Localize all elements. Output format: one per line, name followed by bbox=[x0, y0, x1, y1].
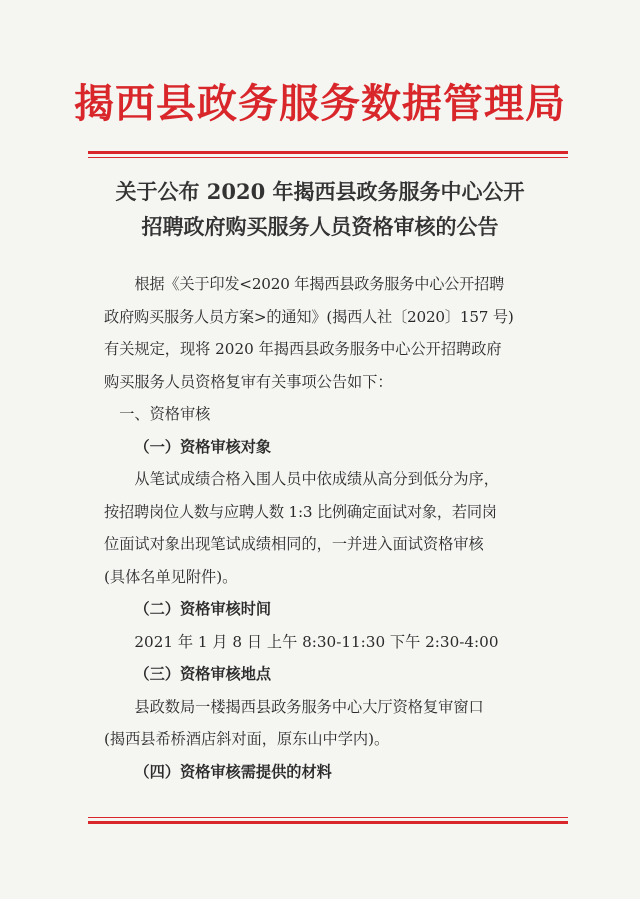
subsection-heading-review-time: （二）资格审核时间 bbox=[134, 600, 272, 618]
intro-line: 有关规定，现将 2020 年揭西县政务服务中心公开招聘政府 bbox=[104, 340, 502, 358]
review-time-text: 2021 年 1 月 8 日 上午 8:30-11:30 下午 2:30-4:00 bbox=[134, 632, 499, 651]
subsection-heading-review-location: （三）资格审核地点 bbox=[134, 665, 272, 683]
intro-line: 政府购买服务人员方案>的通知》(揭西人社〔2020〕157 号) bbox=[104, 307, 514, 326]
notice-title-line2: 招聘政府购买服务人员资格审核的公告 bbox=[141, 214, 499, 239]
notice-body bbox=[104, 268, 564, 788]
section-heading-qualification-review: 一、资格审核 bbox=[119, 405, 211, 423]
footer-rule-thin bbox=[88, 817, 568, 818]
letterhead-rule-thick bbox=[88, 151, 568, 154]
paragraph-line: 位面试对象出现笔试成绩相同的，一并进入面试资格审核 bbox=[104, 535, 484, 553]
notice-title-line1: 关于公布 2020 年揭西县政务服务中心公开 bbox=[115, 179, 525, 204]
paragraph-line: 从笔试成绩合格入围人员中依成绩从高分到低分为序， bbox=[134, 470, 499, 488]
paragraph-line: (揭西县希桥酒店斜对面，原东山中学内)。 bbox=[104, 730, 390, 748]
paragraph-line: 县政数局一楼揭西县政务服务中心大厅资格复审窗口 bbox=[134, 697, 484, 716]
subsection-heading-review-target: （一）资格审核对象 bbox=[134, 437, 272, 456]
footer-rule-thick bbox=[88, 821, 568, 824]
notice-title bbox=[60, 174, 580, 244]
letterhead-rule-thin bbox=[88, 157, 568, 158]
intro-line: 购买服务人员资格复审有关事项公告如下： bbox=[104, 372, 393, 391]
intro-line: 根据《关于印发<2020 年揭西县政务服务中心公开招聘 bbox=[134, 275, 505, 293]
paragraph-line: (具体名单见附件)。 bbox=[104, 567, 238, 586]
subsection-heading-required-materials: （四）资格审核需提供的材料 bbox=[134, 762, 332, 781]
letterhead-org-name: 揭西县政务服务数据管理局 bbox=[74, 80, 566, 127]
paragraph-line: 按招聘岗位人数与应聘人数 1:3 比例确定面试对象，若同岗 bbox=[104, 502, 497, 521]
